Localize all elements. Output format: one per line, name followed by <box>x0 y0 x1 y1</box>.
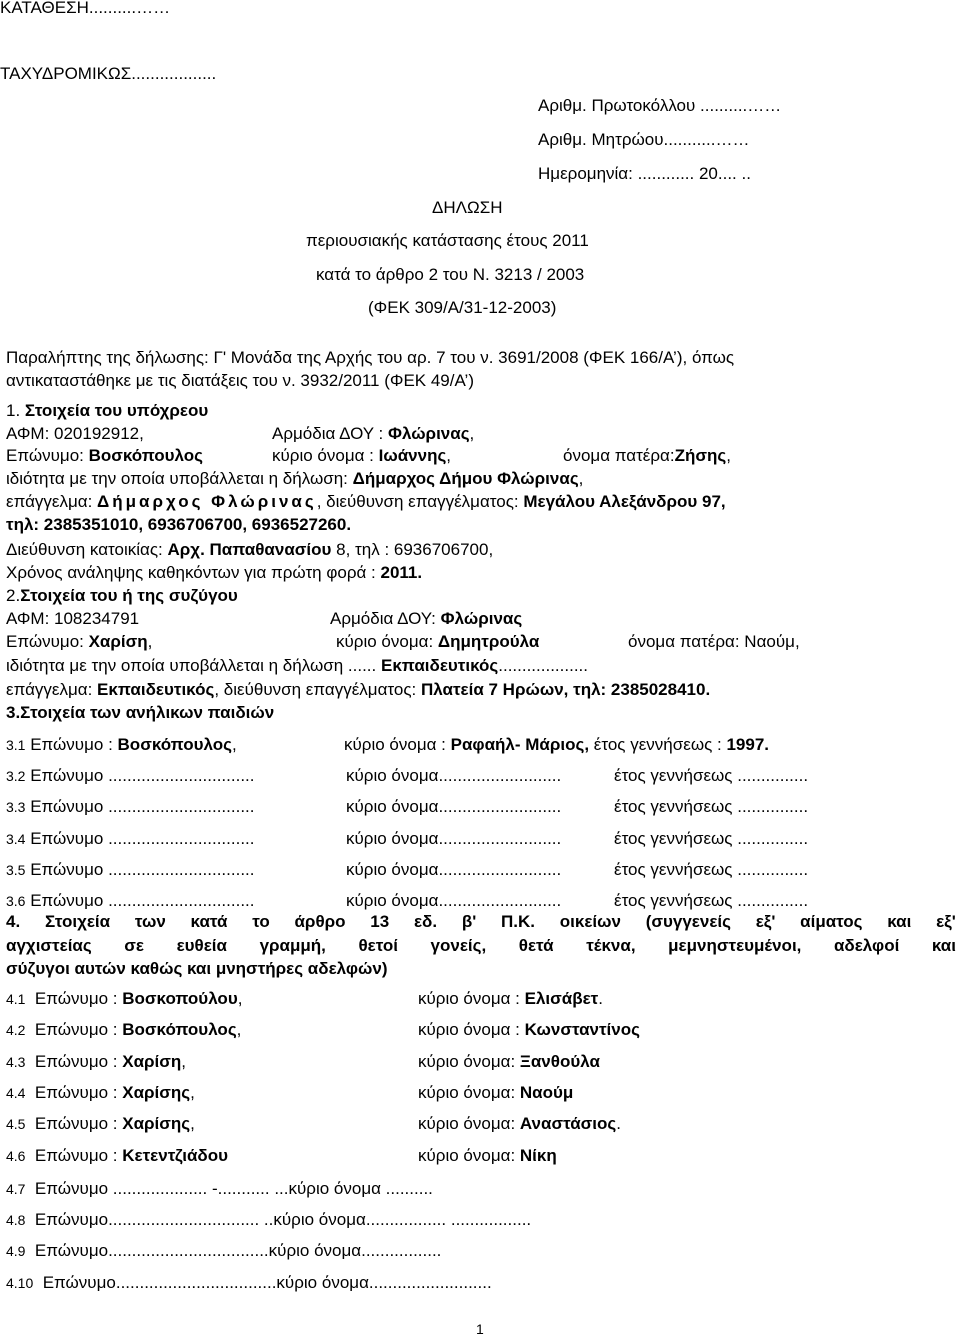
recipient-line-1: Παραλήπτης της δήλωσης: Γ' Μονάδα της Αρχής του αρ. 7 του ν. 3691/2008 (ΦΕΚ 166/Α’), όπως <box>6 348 735 367</box>
relative-row: 4.2 Επώνυμο : Βοσκόπουλος, <box>6 1020 242 1039</box>
relative-row: 4.9 Επώνυμο..................................κύριο όνομα................. <box>6 1241 442 1260</box>
relative-first-name: κύριο όνομα: Νίκη <box>418 1146 557 1165</box>
obligor-phones: τηλ: 2385351010, 6936706700, 6936527260. <box>6 515 352 534</box>
relative-first-name: κύριο όνομα : Κωνσταντίνος <box>418 1020 640 1039</box>
section-2-heading: 2.Στοιχεία του ή της συζύγου <box>6 586 238 605</box>
child-row: 3.6 Επώνυμο ............................... <box>6 891 255 910</box>
spouse-occupation: επάγγελμα: Εκπαιδευτικός, διεύθυνση επαγγέλματος: Πλατεία 7 Ηρώων, τηλ: 2385028410. <box>6 680 711 699</box>
child-birth-year: έτος γεννήσεως ............... <box>614 829 809 848</box>
spouse-first-name: κύριο όνομα: Δημητρούλα <box>336 632 540 651</box>
obligor-residence: Διεύθυνση κατοικίας: Αρχ. Παπαθανασίου 8, τηλ : 6936706700, <box>6 540 494 559</box>
child-birth-year: έτος γεννήσεως ............... <box>614 766 809 785</box>
relative-first-name: κύριο όνομα: Ναούμ <box>418 1083 574 1102</box>
title-line-3: (ΦΕΚ 309/Α/31-12-2003) <box>368 298 557 317</box>
child-row-right: κύριο όνομα : Ραφαήλ- Μάριος, έτος γεννήσεως : 1997. <box>344 735 769 754</box>
child-name: κύριο όνομα.......................... <box>346 829 562 848</box>
spouse-tax-office: Αρμόδια ΔΟΥ: Φλώρινας <box>330 609 523 628</box>
section-3-heading: 3.Στοιχεία των ανήλικων παιδιών <box>6 703 275 722</box>
relative-row: 4.3 Επώνυμο : Χαρίση, <box>6 1052 187 1071</box>
spouse-father-name: όνομα πατέρα: Ναούμ, <box>628 632 800 651</box>
obligor-afm: ΑΦΜ: 020192912, <box>6 424 144 443</box>
spouse-capacity: ιδιότητα με την οποία υποβάλλεται η δήλωση ...... Εκπαιδευτικός................... <box>6 656 588 675</box>
relative-row: 4.4 Επώνυμο : Χαρίσης, <box>6 1083 195 1102</box>
child-birth-year: έτος γεννήσεως ............... <box>614 860 809 879</box>
relative-first-name: κύριο όνομα: Ξανθούλα <box>418 1052 600 1071</box>
relative-row: 4.10 Επώνυμο..................................κύριο όνομα.......................... <box>6 1273 492 1292</box>
date-field: Ημερομηνία: ............ 20.... .. <box>538 164 751 183</box>
protocol-number: Αριθμ. Πρωτοκόλλου ..........…… <box>538 96 782 115</box>
child-row: 3.5 Επώνυμο ............................... <box>6 860 255 879</box>
document-title: ΔΗΛΩΣΗ <box>432 198 503 217</box>
child-name: κύριο όνομα.......................... <box>346 891 562 910</box>
registry-number: Αριθμ. Μητρώου...........…… <box>538 130 750 149</box>
postal-label: ΤΑΧΥΔΡΟΜΙΚΩΣ.................. <box>0 64 217 83</box>
child-row: 3.3 Επώνυμο ............................... <box>6 797 255 816</box>
obligor-start-year: Χρόνος ανάληψης καθηκόντων για πρώτη φορά : 2011. <box>6 563 423 582</box>
recipient-line-2: αντικαταστάθηκε με τις διατάξεις του ν. 3932/2011 (ΦΕΚ 49/Α’) <box>6 371 474 390</box>
child-row: 3.1 Επώνυμο : Βοσκόπουλος, <box>6 735 237 754</box>
relative-first-name: κύριο όνομα : Ελισάβετ. <box>418 989 603 1008</box>
section-4-heading-line-3: σύζυγοι αυτών καθώς και μνηστήρες αδελφών) <box>6 959 388 978</box>
deposit-label: ΚΑΤΑΘΕΣΗ..........…… <box>0 0 171 17</box>
section-4-heading-line-1: 4. Στοιχεία των κατά το άρθρο 13 εδ. β' Π.Κ. οικείων (συγγενείς εξ' αίματος και εξ' <box>6 912 956 931</box>
relative-row: 4.7 Επώνυμο .................... -........... ...κύριο όνομα .......... <box>6 1179 433 1198</box>
child-name: κύριο όνομα.......................... <box>346 797 562 816</box>
spouse-surname: Επώνυμο: Χαρίση, <box>6 632 153 651</box>
obligor-tax-office: Αρμόδια ΔΟΥ : Φλώρινας, <box>272 424 475 443</box>
relative-first-name: κύριο όνομα: Αναστάσιος. <box>418 1114 621 1133</box>
relative-row: 4.1 Επώνυμο : Βοσκοπούλου, <box>6 989 243 1008</box>
section-4-heading-line-2: αγχιστείας σε ευθεία γραμμή, θετοί γονείς, θετά τέκνα, μεμνηστευμένοι, αδελφοί και <box>6 936 956 955</box>
relative-row: 4.8 Επώνυμο................................ ..κύριο όνομα................. ................. <box>6 1210 532 1229</box>
relative-row: 4.5 Επώνυμο : Χαρίσης, <box>6 1114 195 1133</box>
child-birth-year: έτος γεννήσεως ............... <box>614 797 809 816</box>
child-name: κύριο όνομα.......................... <box>346 766 562 785</box>
child-name: κύριο όνομα.......................... <box>346 860 562 879</box>
section-1-heading: 1. Στοιχεία του υπόχρεου <box>6 401 209 420</box>
obligor-surname: Επώνυμο: Βοσκόπουλος <box>6 446 204 465</box>
obligor-father-name: όνομα πατέρα:Ζήσης, <box>563 446 731 465</box>
obligor-occupation: επάγγελμα: Δήμαρχος Φλώρινας, διεύθυνση επαγγέλματος: Μεγάλου Αλεξάνδρου 97, <box>6 492 726 511</box>
title-line-2: κατά το άρθρο 2 του Ν. 3213 / 2003 <box>316 265 585 284</box>
child-row: 3.4 Επώνυμο ............................... <box>6 829 255 848</box>
child-row: 3.2 Επώνυμο ............................... <box>6 766 255 785</box>
page-number: 1 <box>476 1321 484 1337</box>
child-birth-year: έτος γεννήσεως ............... <box>614 891 809 910</box>
spouse-afm: ΑΦΜ: 108234791 <box>6 609 140 628</box>
relative-row: 4.6 Επώνυμο : Κετεντζιάδου <box>6 1146 229 1165</box>
title-line-1: περιουσιακής κατάστασης έτους 2011 <box>306 231 589 250</box>
obligor-first-name: κύριο όνομα : Ιωάννης, <box>272 446 452 465</box>
obligor-capacity: ιδιότητα με την οποία υποβάλλεται η δήλωση: Δήμαρχος Δήμου Φλώρινας, <box>6 469 584 488</box>
